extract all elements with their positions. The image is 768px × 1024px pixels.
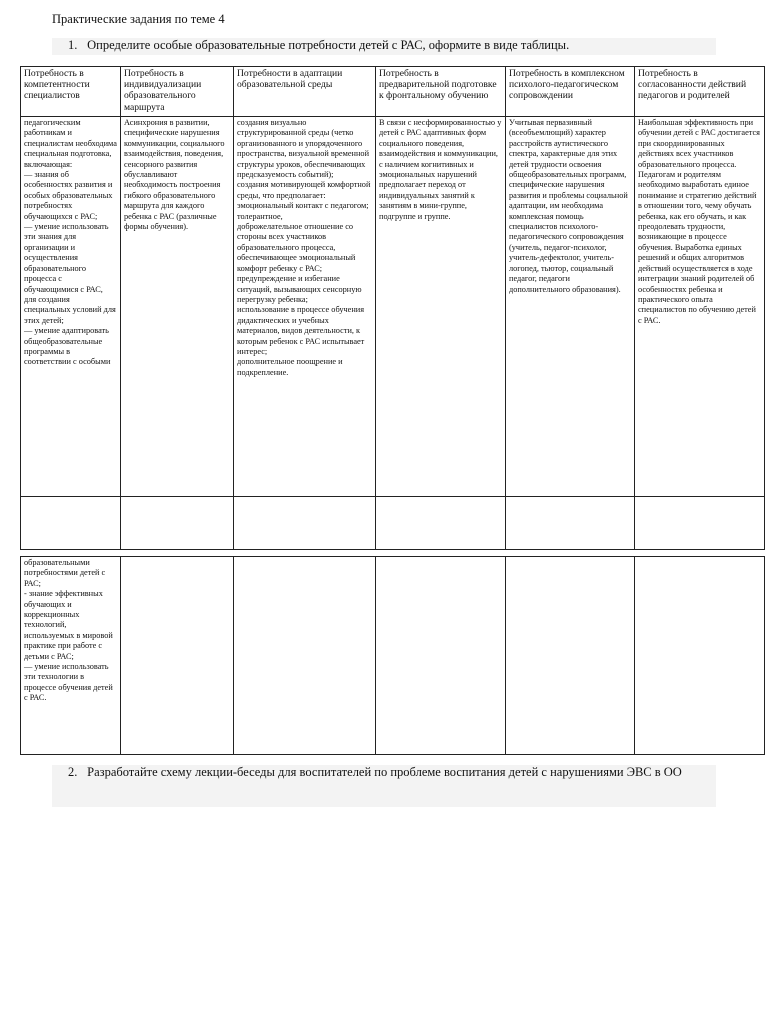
page-heading: Практические задания по теме 4	[52, 12, 225, 26]
empty-cell	[234, 557, 376, 755]
header-cell: Потребность в согласованности действий педагогов и родителей	[635, 67, 765, 117]
task-1-text: Определите особые образовательные потребности детей с РАС, оформите в виде таблицы.	[87, 38, 570, 52]
empty-cell	[21, 497, 121, 550]
empty-cell	[506, 497, 635, 550]
task-1-number: 1.	[68, 38, 78, 52]
header-cell: Потребность в комплексном психолого-педагогическом сопровождении	[506, 67, 635, 117]
table-cell: Наибольшая эффективность при обучении детей с РАС достигается при скоординированных действиях всех участников образовательного процесса. Педагогам и родителям необходимо выработать единое понимание и стратегию действий в отношении того, чему обучать ребенка, как его обучать, и как преодолевать трудности, возникающие в процессе обучения. Выработка единых решений и общих алгоритмов действий осуществляется в ходе интеграции знаний родителей об особенностях ребенка и практического опыта специалистов по обучению детей с РАС.	[635, 117, 765, 497]
header-cell: Потребности в адаптации образовательной среды	[234, 67, 376, 117]
empty-cell	[121, 557, 234, 755]
table-cell: Асинхрония в развитии, специфические нарушения коммуникации, социального взаимодействия, поведения, сенсорного развития обуславливают необходимость построения гибкого образовательного маршрута для каждого ребенка с РАС (различные формы обучения).	[121, 117, 234, 497]
table-row-empty	[21, 497, 765, 550]
needs-table	[20, 66, 765, 550]
empty-cell	[635, 557, 765, 755]
table-row	[21, 557, 765, 755]
empty-cell	[234, 497, 376, 550]
needs-table-continuation	[20, 556, 765, 755]
table-cell: педагогическим работникам и специалистам необходима специальная подготовка, включающая: — знания об особенностях развития и особых образовательных потребностях обучающихся с РАС; — умение использовать эти знания для организации и осуществления образовательного процесса с обучающимися с РАС, для создания специальных условий для этих детей; — умение адаптировать общеобразовательные программы в соответствии с особыми	[21, 117, 121, 497]
table-header-row	[21, 67, 765, 117]
task-2	[52, 765, 716, 807]
task-1	[52, 38, 716, 55]
empty-cell	[376, 557, 506, 755]
header-cell: Потребность в индивидуализации образовательного маршрута	[121, 67, 234, 117]
task-2-text: Разработайте схему лекции-беседы для воспитателей по проблеме воспитания детей с нарушениями ЭВС в ОО	[87, 765, 682, 779]
empty-cell	[121, 497, 234, 550]
empty-cell	[635, 497, 765, 550]
table-cell: создания визуально структурированной среды (четко организованного и упорядоченного пространства, визуальной временной структуры уроков, обеспечивающих предсказуемость событий); создания мотивирующей комфортной среды, что предполагает: эмоциональный контакт с педагогом; толерантное, доброжелательное отношение со стороны всех участников образовательного процесса, обеспечивающее эмоциональный комфорт ребенку с РАС; предупреждение и избегание ситуаций, вызывающих сенсорную перегрузку ребенка; использование в процессе обучения дидактических и учебных материалов, видов деятельности, к которым ребенок с РАС испытывает интерес; дополнительное поощрение и подкрепление.	[234, 117, 376, 497]
header-cell: Потребность в компетентности специалистов	[21, 67, 121, 117]
header-cell: Потребность в предварительной подготовке к фронтальному обучению	[376, 67, 506, 117]
task-2-number: 2.	[68, 765, 78, 779]
table-cell: Учитывая первазивный (всеобъемлющий) характер расстройств аутистического спектра, характерные для этих детей трудности освоения общеобразовательных программ, специфические нарушения развития и проблемы социальной адаптации, им необходима комплексная помощь специалистов психолого-педагогического сопровождения (учитель, педагог-психолог, учитель-дефектолог, учитель-логопед, тьютор, социальный педагог, педагоги дополнительного образования).	[506, 117, 635, 497]
table-cell: образовательными потребностями детей с РАС; - знание эффективных обучающих и коррекционных технологий, используемых в мировой практике при работе с детьми с РАС; — умение использовать эти технологии в процессе обучения детей с РАС.	[21, 557, 121, 755]
table-cell: В связи с несформированностью у детей с РАС адаптивных форм социального поведения, взаимодействия и коммуникации, с наличием когнитивных и эмоциональных нарушений предполагает переход от индивидуальных занятий к занятиям в мини-группе, подгруппе и группе.	[376, 117, 506, 497]
empty-cell	[376, 497, 506, 550]
table-row	[21, 117, 765, 497]
empty-cell	[506, 557, 635, 755]
